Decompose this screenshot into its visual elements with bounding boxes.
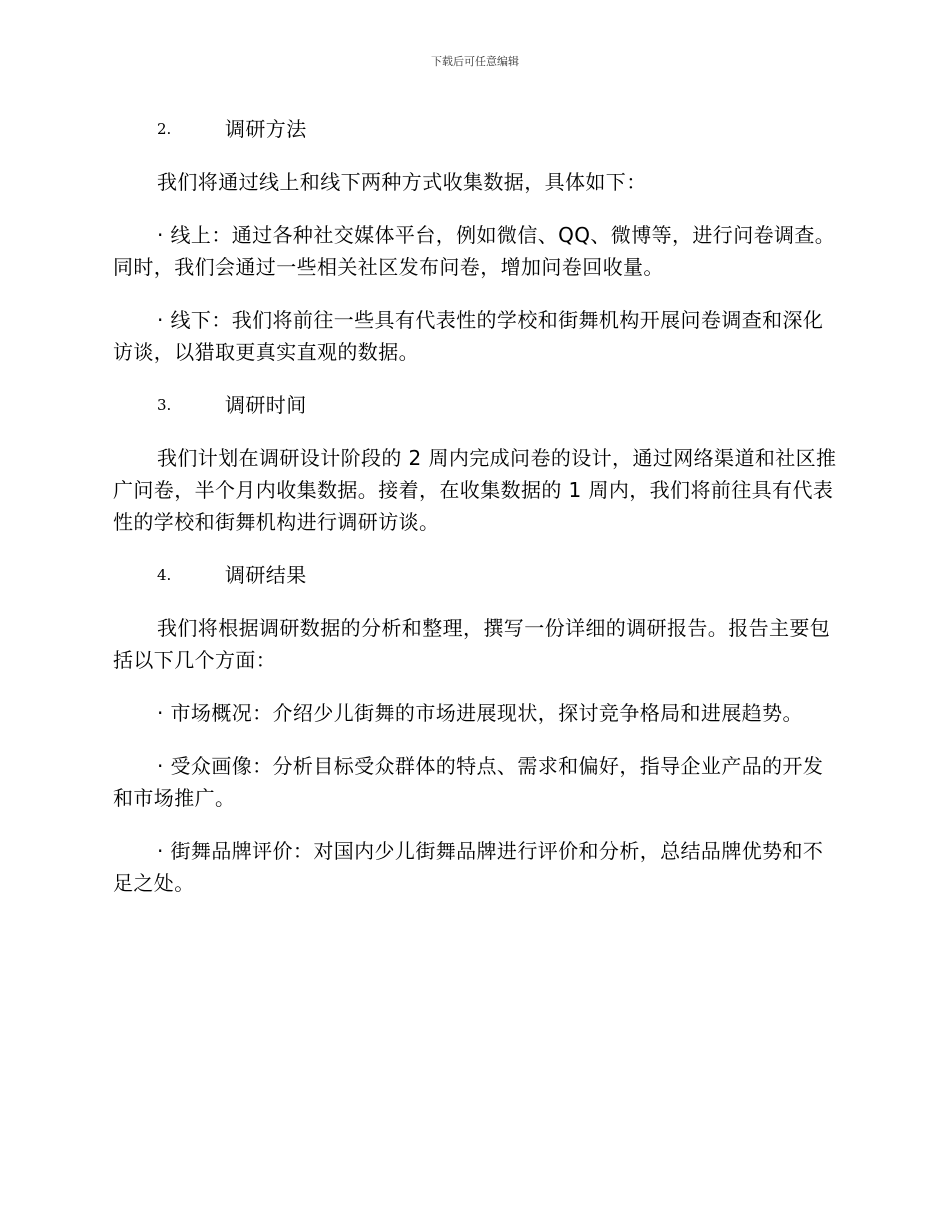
results-item-brand: · 街舞品牌评价：对国内少儿街舞品牌进行评价和分析，总结品牌优势和不足之处。 <box>113 839 824 895</box>
results-item-audience: · 受众画像：分析目标受众群体的特点、需求和偏好，指导企业产品的开发和市场推广。 <box>113 754 824 810</box>
results-intro-paragraph: 我们将根据调研数据的分析和整理，撰写一份详细的调研报告。报告主要包括以下几个方面： <box>113 616 831 672</box>
method-offline-paragraph: · 线下：我们将前往一些具有代表性的学校和街舞机构开展问卷调查和深化访谈，以猎取更真实直观的数据。 <box>113 308 824 364</box>
section-heading-method <box>113 113 838 145</box>
section-title: 调研时间 <box>225 393 307 417</box>
time-body-paragraph: 我们计划在调研设计阶段的 2 周内完成问卷的设计，通过网络渠道和社区推广问卷，半个月内收集数据。接着，在收集数据的 1 周内，我们将前往具有代表性的学校和街舞机构进行调研访谈。 <box>113 446 837 534</box>
section-number: 2. <box>157 120 172 138</box>
method-online-paragraph: · 线上：通过各种社交媒体平台，例如微信、QQ、微博等，进行问卷调查。同时，我们会通过一些相关社区发布问卷，增加问卷回收量。 <box>113 223 836 279</box>
results-item-market: · 市场概况：介绍少儿街舞的市场进展现状，探讨竞争格局和进展趋势。 <box>157 701 803 725</box>
section-heading-time <box>113 389 838 421</box>
page-header: 下载后可任意编辑 <box>431 55 519 68</box>
section-number: 4. <box>157 566 172 584</box>
document-body <box>113 113 838 920</box>
section-number: 3. <box>157 396 172 414</box>
section-title: 调研结果 <box>225 563 307 587</box>
section-title: 调研方法 <box>225 117 307 141</box>
section-heading-results <box>113 559 838 591</box>
method-intro-paragraph: 我们将通过线上和线下两种方式收集数据，具体如下： <box>157 170 647 194</box>
